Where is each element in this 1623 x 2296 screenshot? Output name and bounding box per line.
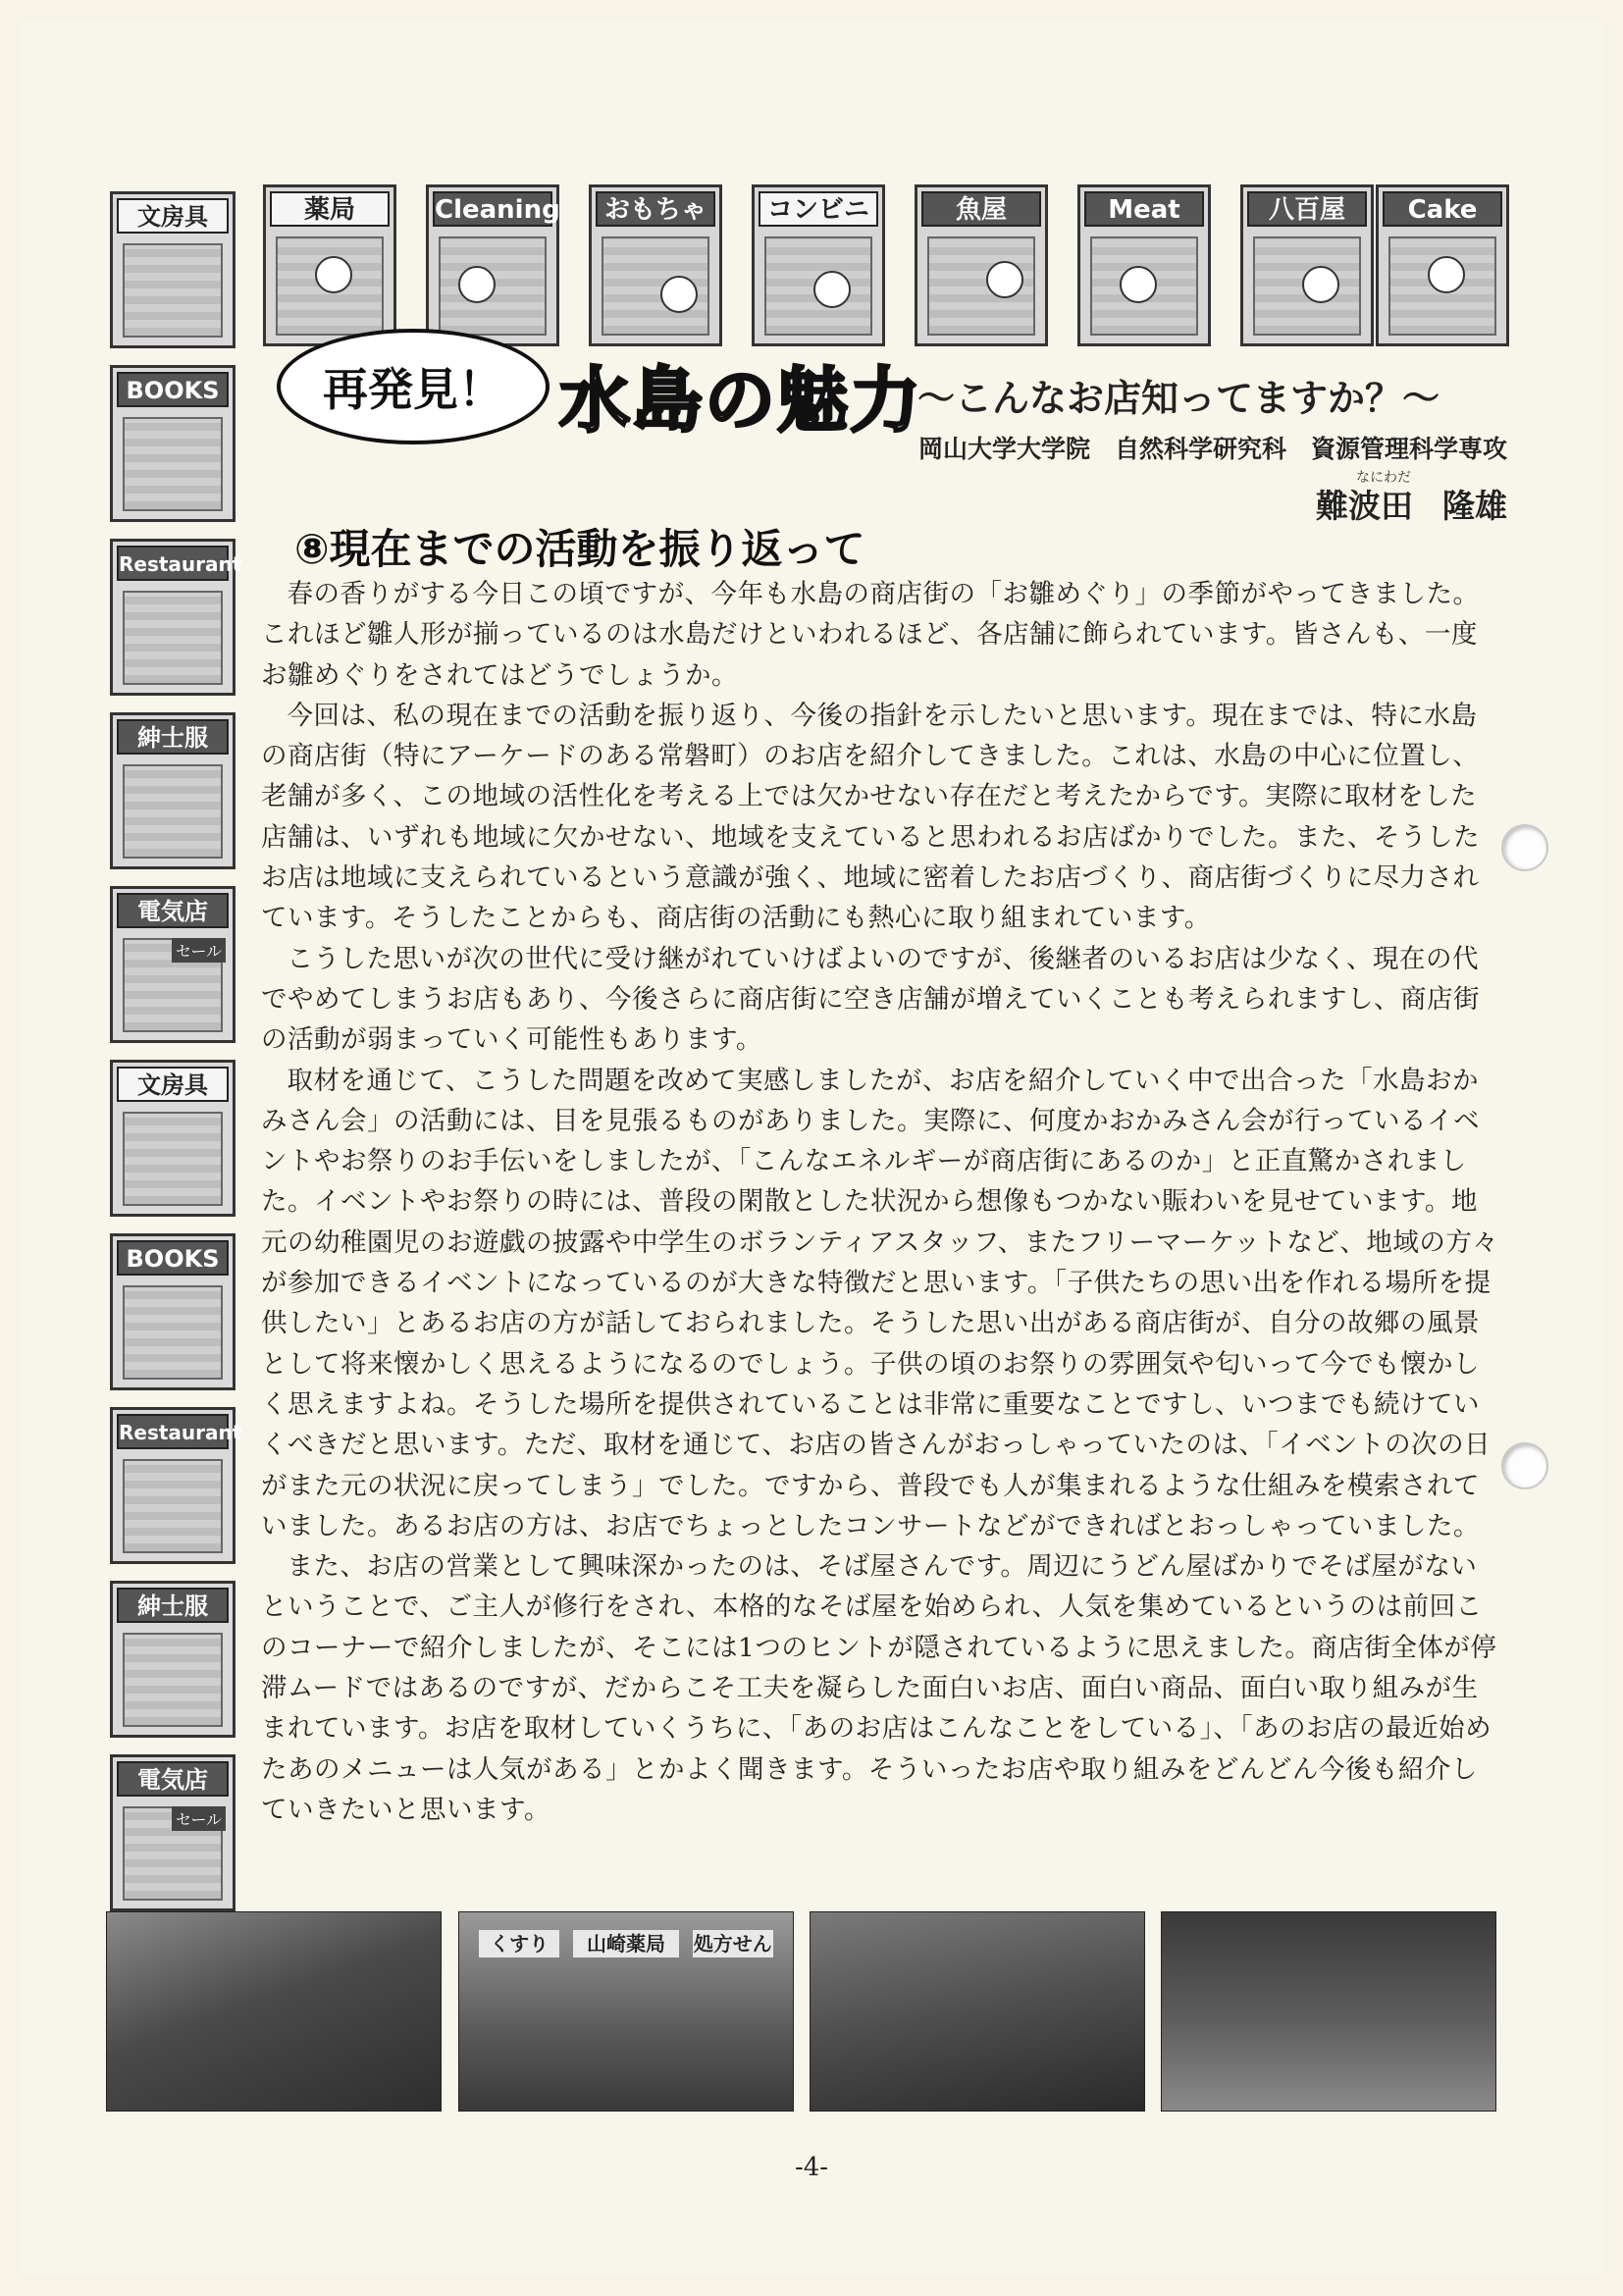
shop-sign: 八百屋 bbox=[1247, 191, 1367, 227]
person-icon bbox=[315, 256, 352, 293]
section-heading: ⑧現在までの活動を振り返って bbox=[294, 525, 865, 573]
shop-sign: Meat bbox=[1084, 191, 1204, 227]
photo-event-crowd bbox=[810, 1911, 1145, 2112]
shop-sign: 紳士服 bbox=[117, 1588, 229, 1623]
person-icon bbox=[1120, 266, 1157, 303]
shop-sign: Cake bbox=[1383, 191, 1502, 227]
shop-illustration bbox=[123, 1112, 223, 1206]
shop-tile-toys bbox=[589, 184, 722, 346]
person-icon bbox=[986, 261, 1023, 298]
page-subtitle: ～こんなお店知ってますか？～ bbox=[917, 377, 1440, 420]
person-icon bbox=[813, 271, 851, 308]
article-paragraph: また、お店の営業として興味深かったのは、そば屋さんです。周辺にうどん屋ばかりでそば屋がないということで、ご主人が修行をされ、本格的なそば屋を始められ、人気を集めているというのは前回このコーナーで紹介しましたが、そこには1つのヒントが隠されているように思えました。商店街全体が停滞ムードではあるのですが、だからこそ工夫を凝らした面白いお店、面白い商品、面白い取り組みが生まれています。お店を取材していくうちに、「あのお店はこんなことをしている」、「あのお店の最近始めたあのメニューは人気がある」とかよく聞きます。そういったお店や取り組みをどんどん今後も紹介していきたいと思います。 bbox=[261, 1551, 1497, 1825]
shop-illustration bbox=[123, 1285, 223, 1380]
shop-illustration bbox=[123, 591, 223, 685]
author-name-reading: なにわだ bbox=[1356, 470, 1411, 486]
photo-image bbox=[107, 1912, 441, 2111]
shop-illustration bbox=[123, 1633, 223, 1727]
article-paragraph: 今回は、私の現在までの活動を振り返り、今後の指針を示したいと思います。現在までは、特に水島の商店街（特にアーケードのある常磐町）のお店を紹介してきました。これは、水島の中心に位置し、老舗が多く、この地域の活性化を考える上では欠かせない存在だと考えたからです。実際に取材をした店舗は、いずれも地域に欠かせない、地域を支えていると思われるお店ばかりでした。また、そうしたお店は地域に支えられているという意識が強く、地域に密着したお店づくり、商店街づくりに尽力されています。そうしたことからも、商店街の活動にも熱心に取り組まれています。 bbox=[261, 700, 1480, 934]
person-icon bbox=[1428, 256, 1465, 293]
photo-sign: 処方せん bbox=[693, 1932, 772, 1956]
title-bubble: 再発見！ bbox=[277, 329, 550, 444]
shop-sign: 文房具 bbox=[117, 198, 229, 234]
top-shop-banner bbox=[263, 184, 1509, 346]
shop-illustration bbox=[123, 417, 223, 511]
photo-hina-doll-display bbox=[1161, 1911, 1496, 2112]
shop-illustration bbox=[123, 1459, 223, 1553]
person-icon bbox=[1302, 266, 1339, 303]
shop-sign: 電気店 bbox=[117, 893, 229, 928]
person-icon bbox=[660, 276, 698, 313]
shop-sign: コンビニ bbox=[759, 191, 878, 227]
shop-tile-meat-shop bbox=[1077, 184, 1211, 346]
shop-sign: 電気店 bbox=[117, 1761, 229, 1797]
side-tile-restaurant bbox=[110, 1407, 242, 1564]
photo-sign: 山崎薬局 bbox=[573, 1930, 680, 1957]
shop-sign: BOOKS bbox=[117, 1240, 229, 1276]
shop-sign: おもちゃ bbox=[596, 191, 715, 227]
shop-sign: BOOKS bbox=[117, 372, 229, 407]
shop-illustration bbox=[123, 764, 223, 859]
side-tile-restaurant bbox=[110, 539, 242, 696]
sale-label: セール bbox=[172, 1806, 226, 1831]
side-tile-books bbox=[110, 365, 236, 522]
shop-tile-cleaning bbox=[426, 184, 559, 346]
sale-label: セール bbox=[172, 938, 226, 963]
page-title: 水島の魅力 bbox=[559, 359, 923, 442]
shop-tile-pharmacy bbox=[263, 184, 396, 346]
photo-sign: くすり bbox=[479, 1930, 559, 1957]
shop-sign: Restaurant bbox=[117, 1414, 229, 1449]
side-tile-menswear bbox=[110, 1581, 236, 1738]
side-tile-stationery bbox=[110, 191, 236, 348]
side-tile-menswear bbox=[110, 712, 236, 869]
shop-tile-convenience-store bbox=[752, 184, 885, 346]
punch-hole bbox=[1501, 1442, 1548, 1489]
shop-sign: 薬局 bbox=[270, 191, 390, 227]
photo-image bbox=[811, 1912, 1144, 2111]
shop-illustration bbox=[123, 243, 223, 338]
side-tile-electronics bbox=[110, 886, 236, 1043]
shop-sign: Restaurant bbox=[117, 546, 229, 581]
shop-tile-fish-shop bbox=[915, 184, 1048, 346]
article-paragraph: 取材を通じて、こうした問題を改めて実感しましたが、お店を紹介していく中で出合った「水島おかみさん会」の活動には、目を見張るものがありました。実際に、何度かおかみさん会が行っているイベントやお祭りのお手伝いをしましたが、「こんなエネルギーが商店街にあるのか」と正直驚かされました。イベントやお祭りの時には、普段の閑散とした状況から想像もつかない賑わいを見せています。地元の幼稚園児のお遊戯の披露や中学生のボランティアスタッフ、またフリーマーケットなど、地域の方々が参加できるイベントになっているのが大きな特徴だと思います。「子供たちの思い出を作れる場所を提供したい」とあるお店の方が話しておられました。そうした思い出がある商店街が、自分の故郷の風景として将来懐かしく思えるようになるのでしょう。子供の頃のお祭りの雰囲気や匂いって今でも懐かしく思えますよね。そうした場所を提供されていることは非常に重要なことですし、いつまでも続けていくべきだと思います。ただ、取材を通じて、お店の皆さんがおっしゃっていたのは、「イベントの次の日がまた元の状況に戻ってしまう」でした。ですから、普段でも人が集まれるような仕組みを模索されていました。あるお店の方は、お店でちょっとしたコンサートなどができればとおっしゃっていました。 bbox=[261, 1065, 1499, 1541]
author-given-name: 隆雄 bbox=[1442, 487, 1507, 525]
article-paragraph: こうした思いが次の世代に受け継がれていけばよいのですが、後継者のいるお店は少なく、現在の代でやめてしまうお店もあり、今後さらに商店街に空き店舗が増えていくことも考えられますし、商店街の活動が弱まっていく可能性もあります。 bbox=[261, 943, 1480, 1056]
article-body bbox=[261, 574, 1501, 1830]
punch-hole bbox=[1501, 824, 1548, 871]
photo-shop-interior bbox=[106, 1911, 442, 2112]
side-tile-stationery bbox=[110, 1060, 236, 1217]
shop-sign: Cleaning bbox=[433, 191, 552, 227]
article-paragraph: 春の香りがする今日この頃ですが、今年も水島の商店街の「お雛めぐり」の季節がやってきました。これほど雛人形が揃っているのは水島だけといわれるほど、各店舗に飾られています。皆さんも、一度お雛めぐりをされてはどうでしょうか。 bbox=[261, 579, 1480, 691]
shop-sign: 文房具 bbox=[117, 1067, 229, 1102]
page-number: -4- bbox=[794, 2153, 829, 2182]
side-tile-books bbox=[110, 1233, 236, 1390]
shop-sign: 魚屋 bbox=[921, 191, 1041, 227]
photo-pharmacy-storefront bbox=[458, 1911, 794, 2112]
photo-image bbox=[1162, 1912, 1495, 2111]
author-affiliation: 岡山大学大学院 自然科学研究科 資源管理科学専攻 bbox=[917, 435, 1507, 463]
side-tile-electronics bbox=[110, 1754, 236, 1911]
author-surname: 難波田 bbox=[1316, 487, 1413, 525]
shop-tile-greengrocer bbox=[1240, 184, 1374, 346]
person-icon bbox=[458, 266, 496, 303]
shop-sign: 紳士服 bbox=[117, 719, 229, 755]
author-name bbox=[1316, 481, 1507, 527]
shop-tile-cake-shop bbox=[1376, 184, 1509, 346]
